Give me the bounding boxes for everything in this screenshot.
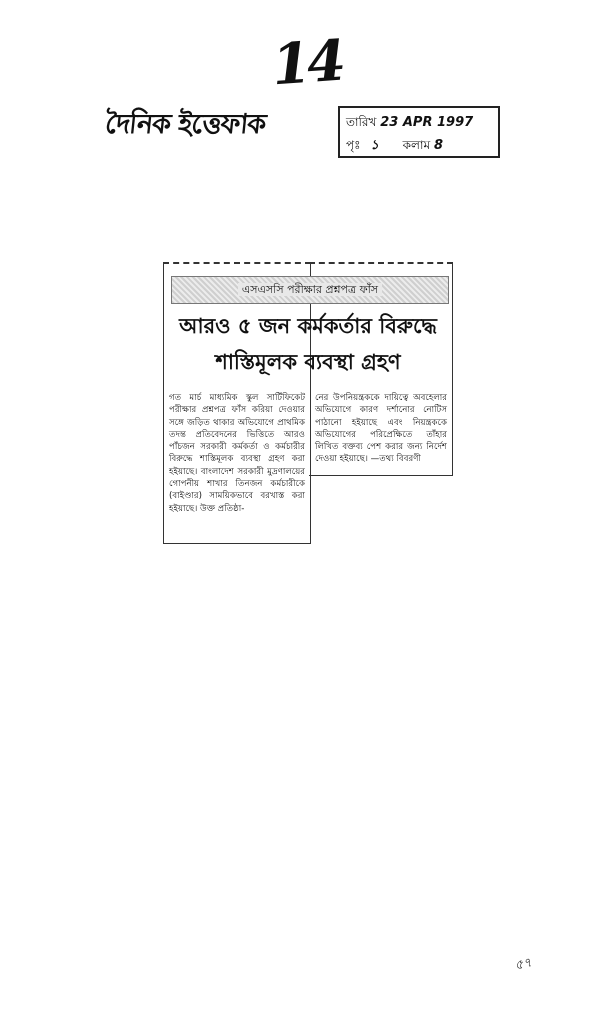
article-body-left-column: গত মার্চ মাধ্যমিক স্কুল সার্টিফিকেট পরীক্ষার প্রশ্নপত্র ফাঁস করিয়া দেওয়ার সঙ্গে জড়িত থাকার অভিযোগে প্রাথমিক তদন্ত প্রতিবেদনের ভিত্তিতে আরও পাঁচজন সরকারী কর্মকর্তা ও কর্মচারীর বিরুদ্ধে শাস্তিমূলক ব্যবস্থা গ্রহণ করা হইয়াছে। বাংলাদেশ সরকারী মুদ্রণালয়ের গোপনীয় শাখার তিনজন কর্মচারীকে (বাইণ্ডার) সাময়িকভাবে বরখাস্ত করা হইয়াছে। উক্ত প্রতিষ্ঠা-: [169, 393, 305, 514]
stamp-column-value: 8: [433, 138, 443, 153]
margin-scribble: ৫৭: [513, 955, 534, 974]
stamp-date-row: [346, 114, 473, 134]
stamp-page-label: পৃঃ: [346, 138, 361, 152]
stamp-page-row: [346, 136, 494, 157]
article-kicker: এসএসসি পরীক্ষার প্রশ্নপত্র ফাঁস: [238, 283, 382, 296]
stamp-date-label: তারিখ: [346, 115, 377, 129]
handwritten-page-number: 14: [269, 27, 345, 99]
date-stamp: [338, 106, 500, 158]
kicker-strip: [171, 276, 449, 304]
news-clipping: [163, 262, 453, 544]
headline-line-1: আরও ৫ জন কর্মকর্তার বিরুদ্ধে: [179, 313, 437, 338]
stamp-date-value: 23 APR 1997: [380, 115, 474, 130]
newspaper-name: দৈনিক ইত্তেফাক: [103, 109, 267, 140]
article-body-right-column: নের উপনিয়ন্ত্রককে দায়িত্বে অবহেলার অভিযোগে কারণ দর্শানোর নোটিস পাঠানো হইয়াছে এবং নিয়ন্ত্রককে অভিযোগের পরিপ্রেক্ষিতে তাঁহার লিখিত বক্তব্য পেশ করার জন্য নির্দেশ দেওয়া হইয়াছে। —তথ্য বিবরণী: [315, 393, 447, 465]
stamp-page-value: ১: [370, 138, 379, 153]
headline-line-2: শাস্তিমূলক ব্যবস্থা গ্রহণ: [215, 349, 401, 374]
stamp-column-label: কলাম: [402, 138, 431, 152]
